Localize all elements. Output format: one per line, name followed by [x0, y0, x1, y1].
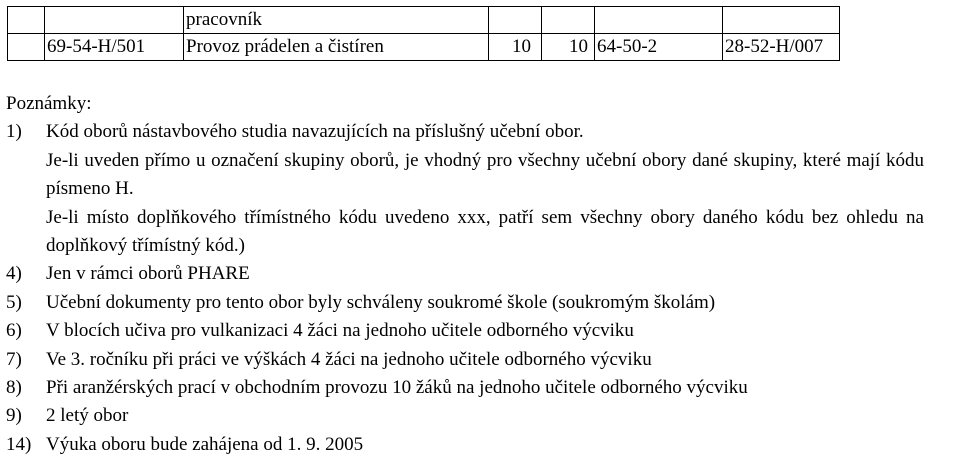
note-number: 14) — [6, 433, 32, 455]
table-cell: 10 — [542, 34, 595, 61]
note-text: V blocích učiva pro vulkanizaci 4 žáci na jednoho učitele odborného výcviku — [46, 320, 634, 342]
table-row — [8, 7, 840, 34]
note-text: Ve 3. ročníku při práci ve výškách 4 žáci na jednoho učitele odborného výcviku — [46, 348, 652, 370]
table-cell: Provoz prádelen a čistíren — [184, 34, 489, 61]
note-text: Je-li místo doplňkového třímístného kódu uvedeno xxx, patří sem všechny obory daného kódu bez ohledu na doplňkový třímístný kód.) — [46, 206, 924, 257]
table-cell — [723, 7, 840, 34]
list-item — [6, 118, 924, 146]
note-text: Výuka oboru bude zahájena od 1. 9. 2005 — [46, 433, 364, 455]
list-item — [6, 317, 924, 345]
table-cell — [542, 7, 595, 34]
list-item — [6, 346, 924, 374]
list-item — [6, 402, 924, 430]
table-cell: 10 — [489, 34, 542, 61]
note-number: 7) — [6, 348, 22, 370]
note-number: 1) — [6, 121, 22, 143]
note-number — [6, 147, 46, 204]
note-number: 8) — [6, 377, 22, 399]
table-cell — [595, 7, 723, 34]
table-cell: 64-50-2 — [595, 34, 723, 61]
note-text: Je-li uveden přímo u označení skupiny oborů, je vhodný pro všechny učební obory dané skupiny, které mají kódu písmeno H. — [46, 149, 924, 200]
list-item — [6, 147, 924, 204]
table-cell — [45, 7, 184, 34]
list-item — [6, 431, 924, 459]
table-row — [8, 34, 840, 61]
table-cell: 69-54-H/501 — [45, 34, 184, 61]
codes-table — [7, 6, 840, 61]
list-item — [6, 204, 924, 261]
note-number: 5) — [6, 291, 22, 313]
note-number: 9) — [6, 405, 22, 427]
note-text: Při aranžérských prací v obchodním provozu 10 žáků na jednoho učitele odborného výcviku — [46, 377, 748, 399]
note-text: Učební dokumenty pro tento obor byly schváleny soukromé škole (soukromým školám) — [46, 291, 716, 313]
note-number: 4) — [6, 263, 22, 285]
note-text: 2 letý obor — [46, 405, 129, 427]
table-cell — [489, 7, 542, 34]
list-item — [6, 289, 924, 317]
note-number — [6, 204, 46, 261]
table-cell — [8, 7, 45, 34]
note-text: Jen v rámci oborů PHARE — [46, 263, 250, 285]
table-cell — [8, 34, 45, 61]
notes-section — [6, 90, 924, 459]
table-cell: pracovník — [184, 7, 489, 34]
note-text: Kód oborů nástavbového studia navazujících na příslušný učební obor. — [46, 121, 584, 143]
notes-title: Poznámky: — [6, 93, 92, 114]
list-item — [6, 374, 924, 402]
note-number: 6) — [6, 320, 22, 342]
list-item — [6, 260, 924, 288]
table-cell: 28-52-H/007 — [723, 34, 840, 61]
